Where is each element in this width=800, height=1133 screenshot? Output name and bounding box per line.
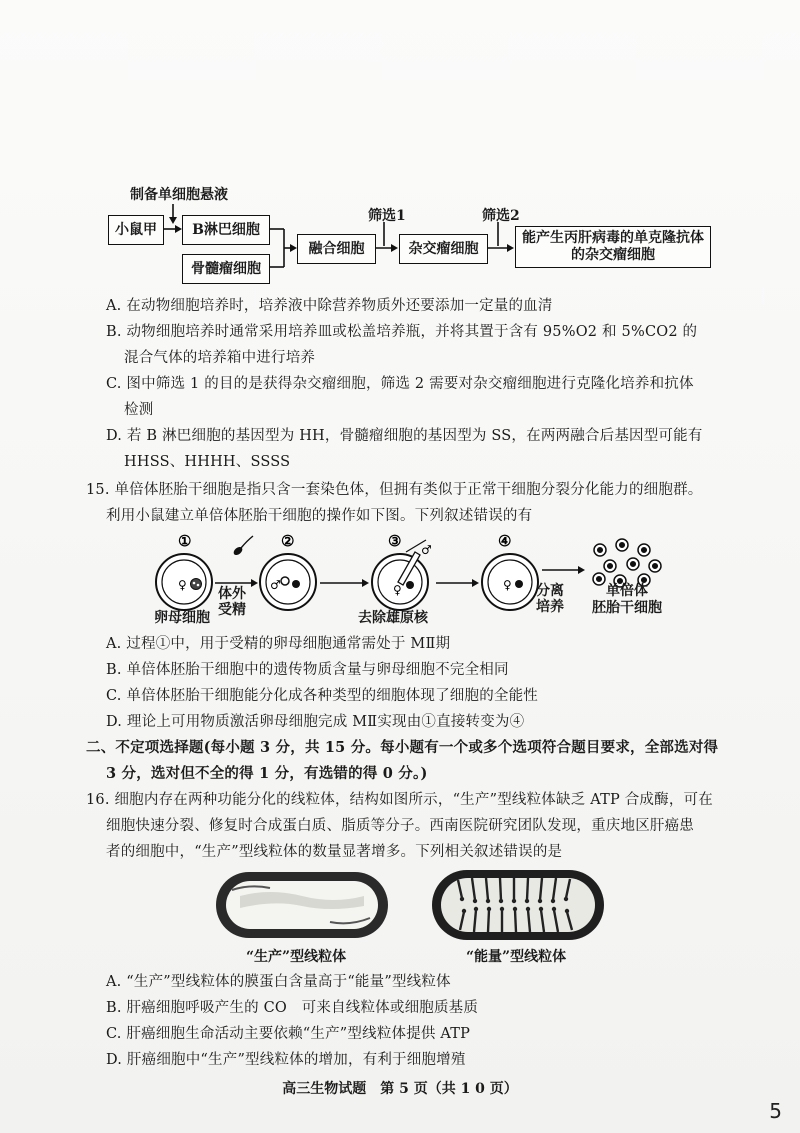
myeloma-box: 骨髓瘤细胞 <box>182 254 270 284</box>
section2-header-line1: 二、不定项选择题(每小题 3 分，共 15 分。每小题有一个或多个选项符合题目要求，全部选对得 <box>86 739 719 756</box>
q16-stem-line1: 16. 细胞内存在两种功能分化的线粒体，结构如图所示，“生产”型线粒体缺乏 ATP 合成酶，可在 <box>86 792 713 808</box>
q16-option-a: A. “生产”型线粒体的膜蛋白含量高于“能量”型线粒体 <box>106 974 451 990</box>
separate-culture-label <box>536 583 564 615</box>
q15-option-c: C. 单倍体胚胎干细胞能分化成各种类型的细胞体现了细胞的全能性 <box>106 688 538 704</box>
q15-option-a: A. 过程①中，用于受精的卵母细胞通常需处于 MⅡ期 <box>106 636 451 652</box>
haploid-esc-label <box>592 583 662 617</box>
in-vitro-fertilization-label <box>218 586 246 618</box>
step-4-label: ④ <box>498 532 512 550</box>
haploid-esc-cluster <box>593 539 661 587</box>
b-lymphocyte-box: B淋巴细胞 <box>182 215 270 245</box>
step-1-label: ① <box>178 532 192 550</box>
q16-stem-line3: 者的细胞中，“生产”型线粒体的数量显著增多。下列相关叙述错误的是 <box>106 844 563 860</box>
q14-option-c: C. 图中筛选 1 的目的是获得杂交瘤细胞，筛选 2 需要对杂交瘤细胞进行克隆化培养和抗体 <box>106 376 694 392</box>
q16-option-d: D. 肝癌细胞中“生产”型线粒体的增加，有利于细胞增殖 <box>106 1052 466 1068</box>
prep-suspension-label: 制备单细胞悬液 <box>130 187 228 203</box>
q15-stem-line2: 利用小鼠建立单倍体胚胎干细胞的操作如下图。下列叙述错误的有 <box>106 508 533 524</box>
q14-option-d: D. 若 B 淋巴细胞的基因型为 HH，骨髓瘤细胞的基因型为 SS，在两两融合后基因型可能有 <box>106 428 703 444</box>
energy-mito-label: “能量”型线粒体 <box>466 949 567 965</box>
q14-option-b-cont: 混合气体的培养箱中进行培养 <box>124 350 316 366</box>
mouse-box: 小鼠甲 <box>108 215 164 245</box>
section2-header-line2: 3 分，选对但不全的得 1 分，有选错的得 0 分。) <box>106 765 428 782</box>
oocyte-label: 卵母细胞 <box>154 610 210 626</box>
step-3-label: ③ <box>388 532 402 550</box>
hybridoma-box: 杂交瘤细胞 <box>399 234 488 264</box>
q15-stem-line1: 15. 单倍体胚胎干细胞是指只含一套染色体，但拥有类似于正常干细胞分裂分化能力的细胞群。 <box>86 482 703 498</box>
result-box: 能产生丙肝病毒的单克隆抗体的杂交瘤细胞 <box>515 226 711 268</box>
production-mito-label: “生产”型线粒体 <box>246 949 347 965</box>
q14-option-b: B. 动物细胞培养时通常采用培养皿或松盖培养瓶，并将其置于含有 95%O2 和 5%CO2 的 <box>106 324 698 340</box>
page-footer: 高三生物试题 第 5 页（共 1 0 页） <box>282 1081 518 1097</box>
q14-option-d-cont: HHSS、HHHH、SSSS <box>124 454 291 470</box>
screen1-label: 筛选1 <box>368 208 406 224</box>
q16-stem-line2: 细胞快速分裂、修复时合成蛋白质、脂质等分子。西南医院研究团队发现，重庆地区肝癌患 <box>106 818 694 834</box>
female-symbol-4: ♀ <box>503 578 512 592</box>
in-vitro-label-2: 受精 <box>218 602 246 618</box>
q16-option-b: B. 肝癌细胞呼吸产生的 CO 可来自线粒体或细胞质基质 <box>106 1000 479 1016</box>
male-symbol-2: ♂ <box>270 578 281 592</box>
in-vitro-label-1: 体外 <box>218 586 246 602</box>
step-2-label: ② <box>281 532 295 550</box>
remove-male-nucleus-label: 去除雄原核 <box>358 610 428 626</box>
page-number: 5 <box>769 1099 782 1123</box>
screen2-label: 筛选2 <box>482 208 520 224</box>
energy-mitochondrion <box>432 870 604 940</box>
q15-option-d: D. 理论上可用物质激活卵母细胞完成 MⅡ实现由①直接转变为④ <box>106 714 525 730</box>
separate-label-1: 分离 <box>536 583 564 599</box>
enucleation-cell-3 <box>372 540 428 610</box>
separate-label-2: 培养 <box>536 599 564 615</box>
fertilized-cell-2 <box>260 554 316 610</box>
q14-option-a: A. 在动物细胞培养时，培养液中除营养物质外还要添加一定量的血清 <box>106 298 553 314</box>
female-symbol-1: ♀ <box>178 578 187 592</box>
fused-cell-box: 融合细胞 <box>297 234 376 264</box>
q15-option-b: B. 单倍体胚胎干细胞中的遗传物质含量与卵母细胞不完全相同 <box>106 662 509 678</box>
female-symbol-3: ♀ <box>393 583 402 597</box>
haploid-label-1: 单倍体 <box>606 583 648 599</box>
mitochondria-graphic <box>210 866 610 944</box>
production-mitochondrion <box>216 872 388 938</box>
male-symbol-3: ♂ <box>421 543 432 557</box>
sperm-icon <box>232 536 253 557</box>
q14-option-c-cont: 检测 <box>124 402 154 418</box>
haploid-label-2: 胚胎干细胞 <box>592 600 662 616</box>
q16-option-c: C. 肝癌细胞生命活动主要依赖“生产”型线粒体提供 ATP <box>106 1026 471 1042</box>
